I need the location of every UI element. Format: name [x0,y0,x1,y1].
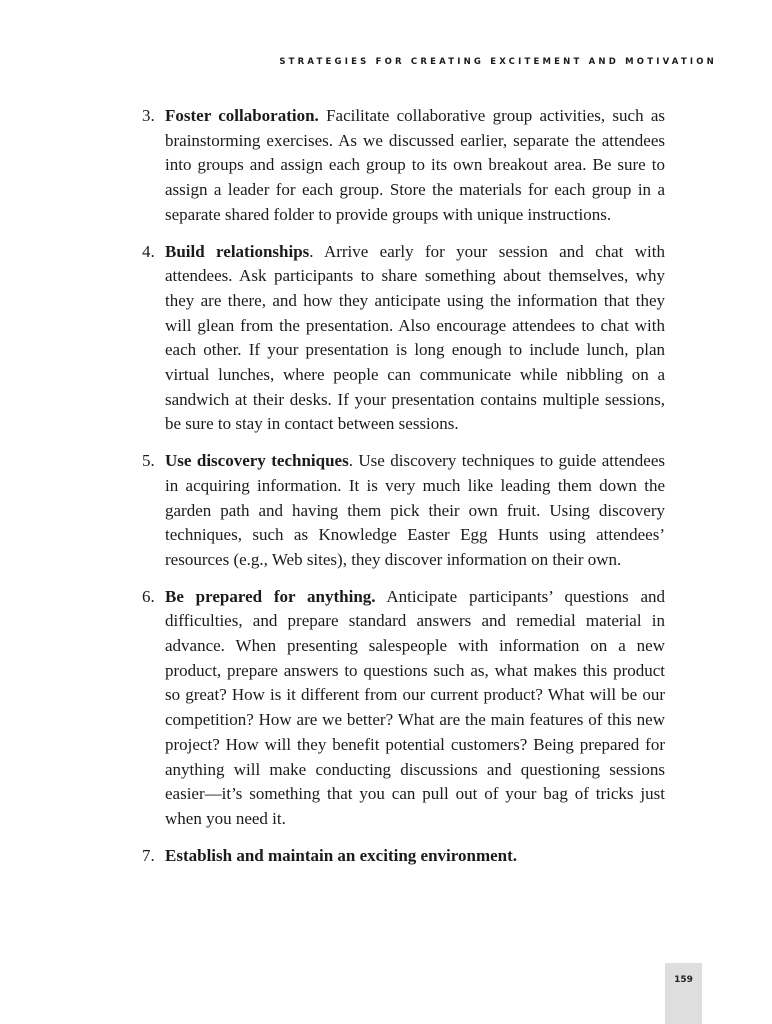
page-number: 159 [674,975,693,985]
item-number: 5. [142,451,155,471]
page-number-tab [665,963,702,1024]
item-text: Facilitate collaborative group activities, such as brainstorming exercises. As we discussed earlier, separate the attendees into groups and assign each group to its own breakout area. Be sure to assign a leader for each group. Store the materials for each group in a separate shared folder to provide groups with unique instructions. [165,106,665,224]
item-lead: Be prepared for anything. [165,586,376,606]
item-text: Anticipate participants’ questions and difficulties, and prepare standard answers and remedial material in advance. When presenting salespeople with information on a new product, prepare answers to questions such as, what makes this product so great? How is it different from our current product? What will be our competition? How are we better? What are the main features of this new project? How will they benefit potential customers? Being prepared for anything will make conducting discussions and questioning sessions easier—it’s something that you can pull out of your bag of tricks just when you need it. [165,586,665,828]
item-number: 4. [142,241,155,261]
item-lead: Establish and maintain an exciting environment [165,845,513,865]
list-item [142,585,665,832]
item-lead: Use discovery techniques [165,451,349,471]
list-item [142,449,665,573]
item-lead: Build relationships [165,241,310,261]
item-text: . Arrive early for your session and chat with attendees. Ask participants to share something about themselves, why they are there, and how they anticipate using the information that they will glean from the presentation. Also encourage attendees to chat with each other. If your presentation is long enough to include lunch, plan virtual lunches, where people can communicate while nibbling on a sandwich at their desks. If your presentation contains multiple sessions, be sure to stay in contact between sessions. [165,241,665,434]
item-lead: Foster collaboration. [165,106,319,125]
item-body [165,449,665,573]
item-text: . [512,845,518,865]
item-number: 7. [142,845,155,865]
list-item [142,104,665,228]
item-body [165,585,665,832]
list-item [142,844,665,869]
item-number: 3. [142,106,155,125]
item-number: 6. [142,586,155,606]
running-head: STRATEGIES FOR CREATING EXCITEMENT AND MOTIVATION [279,57,717,67]
numbered-list [142,104,665,880]
item-text: . Use discovery techniques to guide attendees in acquiring information. It is very much like leading them down the garden path and having them pick their own fruit. Using discovery techniques, such as Knowledge Easter Egg Hunts using attendees’ resources (e.g., Web sites), they discover information on their own. [165,451,665,569]
item-body [165,104,665,228]
item-body [165,240,665,438]
item-body [165,844,665,869]
list-item [142,240,665,438]
